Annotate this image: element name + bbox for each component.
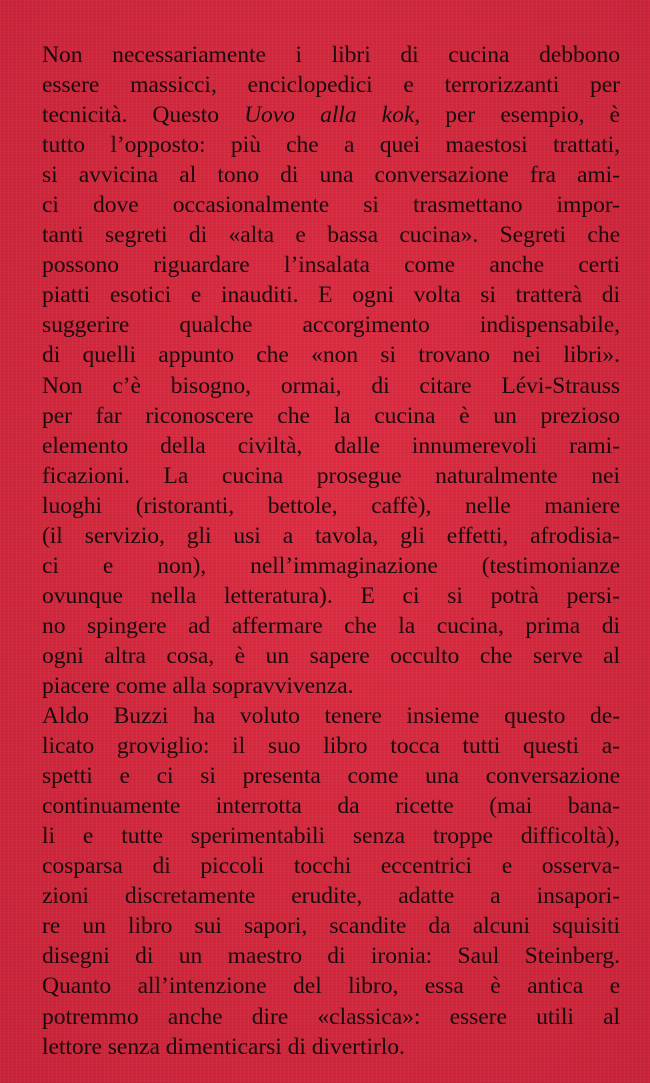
blurb-line: Quanto all’intenzione del libro, essa è antica e <box>42 973 620 1000</box>
blurb-line: (il servizio, gli usi a tavola, gli effetti, afrodisia- <box>42 522 620 549</box>
blurb-line: spetti e ci si presenta come una conversazione <box>42 763 620 790</box>
blurb-line: tutto l’opposto: più che a quei maestosi trattati, <box>42 132 620 159</box>
blurb-line: Non necessariamente i libri di cucina debbono <box>42 42 620 68</box>
blurb-line-last: lettore senza dimenticarsi di divertirlo. <box>42 1033 405 1060</box>
blurb-line: zioni discretamente erudite, adatte a insapori- <box>42 883 620 910</box>
blurb-line: luoghi (ristoranti, bettole, caffè), nelle maniere <box>42 492 620 519</box>
blurb-line: ficazioni. La cucina prosegue naturalmente nei <box>42 462 620 489</box>
blurb-line: ci dove occasionalmente si trasmettano impor- <box>42 192 620 219</box>
blurb-line: ci e non), nell’immaginazione (testimonianze <box>42 552 620 579</box>
blurb-line: di quelli appunto che «non si trovano nei libri». <box>42 342 620 369</box>
blurb-line: licato groviglio: il suo libro tocca tutti questi a- <box>42 733 620 760</box>
blurb-line: elemento della civiltà, dalle innumerevoli rami- <box>42 432 620 459</box>
blurb-line: re un libro sui sapori, scandite da alcuni squisiti <box>42 913 620 940</box>
blurb-line: essere massicci, enciclopedici e terrorizzanti per <box>42 72 620 99</box>
blurb-line: disegni di un maestro di ironia: Saul Steinberg. <box>42 943 620 970</box>
blurb-line-head: tecnicità. Questo <box>42 102 219 129</box>
blurb-line: continuamente interrotta da ricette (mai bana- <box>42 793 620 820</box>
blurb-line: li e tutte sperimentabili senza troppe difficoltà), <box>42 823 620 850</box>
blurb-paragraph-2 <box>42 701 620 1062</box>
blurb-line: ovunque nella letteratura). E ci si potrà persi- <box>42 582 620 609</box>
blurb-line: suggerire qualche accorgimento indispensabile, <box>42 312 620 339</box>
blurb-line: potremmo anche dire «classica»: essere utili al <box>42 1003 620 1030</box>
blurb-line-last: piacere come alla sopravvivenza. <box>42 672 354 699</box>
blurb-line: Non c’è bisogno, ormai, di citare Lévi-Strauss <box>42 372 620 399</box>
blurb-line: cosparsa di piccoli tocchi eccentrici e osserva- <box>42 853 620 880</box>
back-cover-blurb <box>42 40 620 1062</box>
blurb-line: Aldo Buzzi ha voluto tenere insieme questo de- <box>42 703 620 730</box>
blurb-line: possono riguardare l’insalata come anche certi <box>42 252 620 279</box>
blurb-line: si avvicina al tono di una conversazione fra ami- <box>42 162 620 189</box>
blurb-line: piatti esotici e inauditi. E ogni volta si tratterà di <box>42 282 620 309</box>
blurb-line: tanti segreti di «alta e bassa cucina». Segreti che <box>42 222 620 249</box>
blurb-line-tail: , per esempio, è <box>414 102 620 129</box>
blurb-line: per far riconoscere che la cucina è un prezioso <box>42 402 620 429</box>
blurb-line-with-title <box>42 100 620 130</box>
blurb-paragraph-1 <box>42 40 620 701</box>
blurb-line: no spingere ad affermare che la cucina, prima di <box>42 612 620 639</box>
blurb-line: ogni altra cosa, è un sapere occulto che serve al <box>42 642 620 669</box>
book-title: Uovo alla kok <box>244 102 415 129</box>
